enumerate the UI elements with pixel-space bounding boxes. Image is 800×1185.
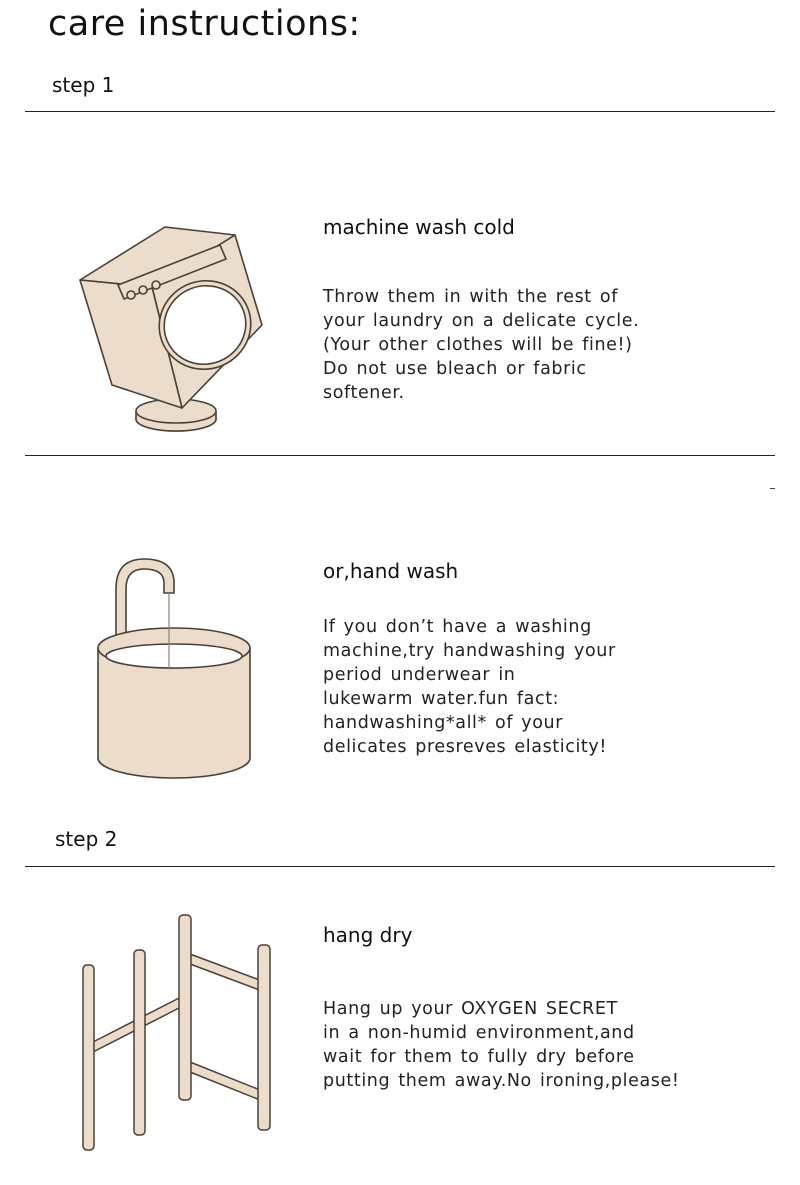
section-description: If you don’t have a washing machine,try handwashing your period underwear in lukewarm water.fun fact: handwashing*all* of your delicates presreves elasticity! [323, 617, 616, 757]
section-description: Hang up your OXYGEN SECRET in a non-humid environment,and wait for them to fully dry before putting them away.No ironing,please! [323, 999, 680, 1091]
section-description: Throw them in with the rest of your laundry on a delicate cycle. (Your other clothes will be fine!) Do not use bleach or fabric softener. [323, 287, 640, 403]
drying-rack-icon [75, 910, 275, 1155]
divider [25, 455, 775, 456]
divider [25, 111, 775, 112]
page-title: care instructions: [48, 4, 361, 44]
divider-tick [770, 488, 775, 489]
divider [25, 866, 775, 867]
section-heading: or,hand wash [323, 559, 459, 583]
section-heading: machine wash cold [323, 215, 515, 239]
hand-wash-basin-icon [92, 553, 257, 783]
section-heading: hang dry [323, 923, 413, 947]
washing-machine-icon [70, 215, 270, 440]
step-2-label: step 2 [55, 827, 118, 851]
step-1-label: step 1 [52, 73, 115, 97]
